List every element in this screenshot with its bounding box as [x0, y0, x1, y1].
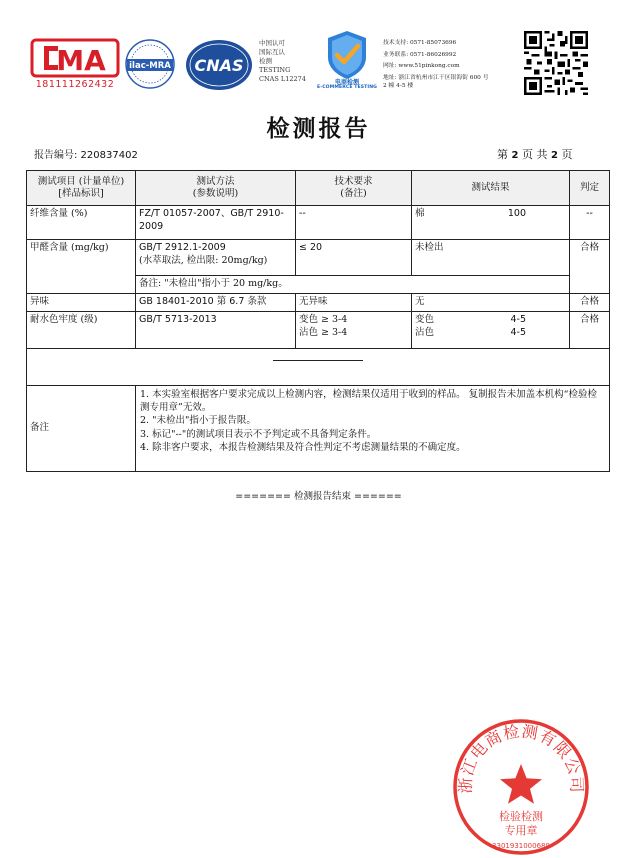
cnas-text-line: CNAS L12274	[259, 75, 306, 83]
formaldehyde-result: 未检出	[412, 240, 570, 276]
fiber-result-value: 100	[507, 208, 526, 219]
fiber-item: 纤维含量 (%)	[27, 206, 136, 240]
qr-code-icon	[524, 31, 588, 95]
contact-line: 2 幢 4-5 楼	[383, 83, 414, 89]
cnas-text-line: 中国认可	[259, 39, 285, 47]
remark-item: 4. 除非客户要求，本报告检测结果及符合性判定不考虑测量结果的不确定度。	[140, 442, 466, 453]
remark-item: 1. 本实验室根据客户要求完成以上检测内容，检测结果仅适用于收到的样品。 复制报告未加盖本机构“检验检测专用章”无效。	[140, 389, 597, 413]
odor-method: GB 18401-2010 第 6.7 条款	[136, 294, 296, 312]
cma-logo-text: MA	[56, 44, 106, 77]
remarks-label: 备注	[27, 386, 136, 472]
seal-center-line1: 检验检测	[499, 810, 543, 823]
odor-requirement: 无异味	[296, 294, 412, 312]
cnas-text-line: 国际互认	[259, 48, 285, 56]
blank-row	[27, 349, 610, 386]
formaldehyde-verdict: 合格	[570, 240, 610, 294]
ecommerce-logo-en: E-COMMERCE TESTING	[316, 85, 378, 90]
seal-number: 3301931000689	[492, 842, 550, 850]
header-item: 测试项目 (计量单位) [样品标识]	[27, 171, 136, 206]
contact-line: 网址: www.51pinkong.com	[383, 63, 460, 69]
colorfastness-item: 耐水色牢度 (级)	[27, 312, 136, 349]
seal-center-line2: 专用章	[504, 824, 538, 837]
cma-number: 181111262432	[35, 79, 115, 90]
remarks-list	[136, 386, 610, 472]
fiber-result-label: 棉	[415, 208, 425, 219]
table-header-row	[27, 171, 610, 206]
official-seal	[450, 716, 592, 858]
cnas-text-block	[259, 39, 306, 84]
odor-result: 无	[412, 294, 570, 312]
remark-item: 2. "未检出"指小于报告限。	[140, 415, 256, 426]
formaldehyde-method: GB/T 2912.1-2009 (水萃取法, 检出限: 20mg/kg)	[136, 240, 296, 276]
fiber-result	[412, 206, 570, 240]
star-icon	[500, 764, 542, 804]
colorfastness-verdict: 合格	[570, 312, 610, 349]
page-prefix: 第	[497, 148, 508, 161]
contact-line: 地址: 浙江省杭州市江干区银海街 600 号	[383, 74, 489, 81]
odor-item: 异味	[27, 294, 136, 312]
table-row-remarks	[27, 386, 610, 472]
divider	[273, 360, 363, 361]
colorfastness-requirement: 变色 ≥ 3-4 沾色 ≥ 3-4	[296, 312, 412, 349]
ilac-mra-logo	[123, 37, 177, 91]
report-title: 检测报告	[266, 115, 371, 142]
colorfastness-method: GB/T 5713-2013	[136, 312, 296, 349]
cnas-text-line: 检测	[259, 57, 272, 65]
formaldehyde-requirement: ≤ 20	[296, 240, 412, 276]
seal-org-name: 浙江电商检测有限公司	[455, 721, 587, 794]
contact-line: 技术支持: 0571-85073696	[383, 40, 457, 46]
page-indicator	[497, 146, 572, 162]
formaldehyde-item: 甲醛含量 (mg/kg)	[27, 240, 136, 294]
fiber-requirement: --	[296, 206, 412, 240]
table-row-colorfastness	[27, 312, 610, 349]
ecommerce-logo-cn: 电商检测	[334, 79, 359, 86]
header-requirement: 技术要求 (备注)	[296, 171, 412, 206]
colorfastness-result: 变色 4-5 沾色 4-5	[412, 312, 570, 349]
cnas-text-line: TESTING	[259, 66, 291, 74]
page-current: 2	[511, 150, 519, 161]
table-row-fiber	[27, 206, 610, 240]
fiber-verdict: --	[570, 206, 610, 240]
header-verdict: 判定	[570, 171, 610, 206]
table-row-odor	[27, 294, 610, 312]
table-row-formaldehyde	[27, 240, 610, 276]
contact-line: 业务联系: 0571-86026992	[383, 51, 457, 58]
contact-info	[383, 38, 489, 93]
test-results-table	[26, 170, 610, 472]
odor-verdict: 合格	[570, 294, 610, 312]
remark-item: 3. 标记"--"的测试项目表示不予判定或不具备判定条件。	[140, 428, 377, 440]
report-number: 报告编号: 220837402	[34, 150, 138, 161]
header-method: 测试方法 (参数说明)	[136, 171, 296, 206]
table-row-blank	[27, 349, 610, 386]
page-suffix: 页	[561, 148, 573, 161]
cnas-logo	[184, 38, 254, 92]
page-middle: 页 共	[521, 148, 548, 161]
header-result: 测试结果	[412, 171, 570, 206]
ilac-logo-text: ilac-MRA	[129, 61, 171, 71]
report-end-marker: ======= 检测报告结束 ======	[235, 491, 402, 502]
page-total: 2	[550, 150, 558, 161]
fiber-method: FZ/T 01057-2007、GB/T 2910-2009	[136, 206, 296, 240]
formaldehyde-note: 备注: "未检出"指小于 20 mg/kg。	[136, 276, 570, 294]
cnas-logo-text: CNAS	[194, 56, 244, 75]
